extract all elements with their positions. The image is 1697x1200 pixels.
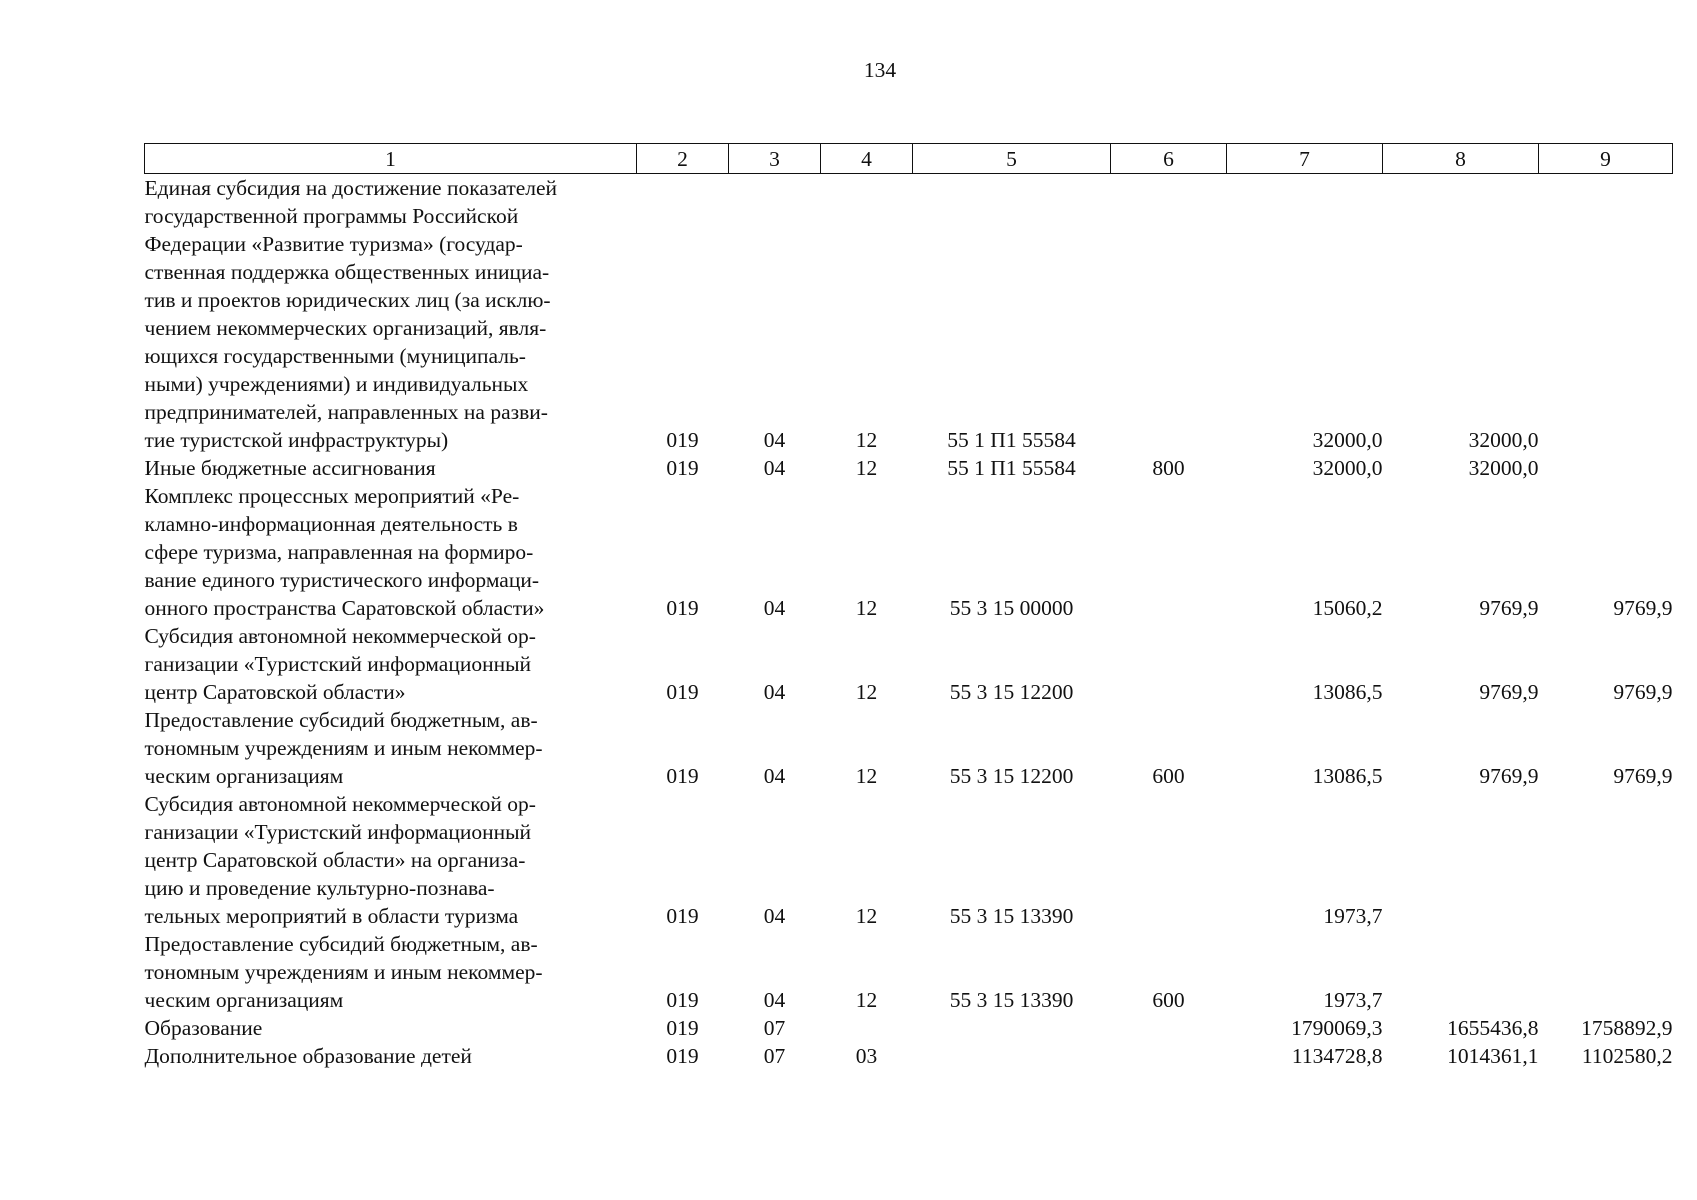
admin-code-cell: 019 — [666, 428, 699, 452]
section-code-cell: 04 — [763, 764, 786, 788]
section-code-cell: 04 — [763, 680, 786, 704]
row-name-cell — [145, 482, 637, 622]
table-row — [145, 706, 1673, 790]
admin-code-cell: 019 — [666, 680, 699, 704]
amount-col-7-cell: 1134728,8 — [1291, 1044, 1383, 1068]
row-name-line: Образование — [144, 1016, 263, 1040]
amount-col-8-cell: 9769,9 — [1479, 764, 1539, 788]
row-name-line: ческим организациям — [144, 988, 344, 1012]
col-header-5: 5 — [913, 144, 1111, 174]
row-name-line: Субсидия автономной некоммерческой ор- — [144, 624, 536, 648]
row-name-cell — [145, 1014, 637, 1042]
row-name-line: Иные бюджетные ассигнования — [144, 456, 436, 480]
row-name-line: ными) учреждениями) и индивидуальных — [144, 372, 529, 396]
header-row — [145, 144, 1673, 174]
amount-col-8-cell: 32000,0 — [1468, 428, 1539, 452]
row-name-cell — [145, 174, 637, 455]
amount-col-9-cell: 9769,9 — [1613, 680, 1673, 704]
expense-type-cell: 800 — [1152, 456, 1185, 480]
admin-code-cell: 019 — [666, 904, 699, 928]
row-name-line: предпринимателей, направленных на разви- — [144, 400, 548, 424]
amount-col-8-cell — [1383, 930, 1539, 1014]
amount-col-8-cell: 1655436,8 — [1447, 1016, 1539, 1040]
col-header-1: 1 — [145, 144, 637, 174]
target-article-cell: 55 1 П1 55584 — [947, 456, 1076, 480]
amount-col-9-cell: 9769,9 — [1613, 764, 1673, 788]
expense-type-cell — [1111, 1042, 1227, 1070]
subsection-code-cell: 12 — [855, 456, 878, 480]
subsection-code-cell: 12 — [855, 904, 878, 928]
row-name-line: ющихся государственными (муниципаль- — [144, 344, 526, 368]
row-name-line: Единая субсидия на достижение показателей — [144, 176, 558, 200]
row-name-line: государственной программы Российской — [144, 204, 519, 228]
row-name-line: вание единого туристического информаци- — [144, 568, 540, 592]
row-name-line: сфере туризма, направленная на формиро- — [144, 540, 534, 564]
section-code-cell: 07 — [763, 1044, 786, 1068]
admin-code-cell: 019 — [666, 596, 699, 620]
target-article-cell: 55 1 П1 55584 — [947, 428, 1076, 452]
row-name-cell — [145, 790, 637, 930]
target-article-cell: 55 3 15 12200 — [949, 764, 1074, 788]
col-header-9: 9 — [1539, 144, 1673, 174]
row-name-line: Федерации «Развитие туризма» (государ- — [144, 232, 523, 256]
expense-type-cell — [1111, 174, 1227, 455]
subsection-code-cell — [821, 1014, 913, 1042]
row-name-line: Дополнительное образование детей — [144, 1044, 472, 1068]
admin-code-cell: 019 — [666, 764, 699, 788]
table-row — [145, 1042, 1673, 1070]
row-name-line: цию и проведение культурно-познава- — [144, 876, 495, 900]
row-name-cell — [145, 1042, 637, 1070]
admin-code-cell: 019 — [666, 456, 699, 480]
amount-col-9-cell — [1539, 930, 1673, 1014]
subsection-code-cell: 12 — [855, 596, 878, 620]
amount-col-9-cell — [1539, 790, 1673, 930]
section-code-cell: 04 — [763, 904, 786, 928]
amount-col-8-cell: 9769,9 — [1479, 596, 1539, 620]
amount-col-7-cell: 13086,5 — [1312, 764, 1383, 788]
row-name-line: центр Саратовской области» на организа- — [144, 848, 526, 872]
subsection-code-cell: 12 — [855, 764, 878, 788]
amount-col-7-cell: 1790069,3 — [1291, 1016, 1383, 1040]
row-name-line: Предоставление субсидий бюджетным, ав- — [144, 932, 538, 956]
table-row — [145, 454, 1673, 482]
row-name-line: тельных мероприятий в области туризма — [144, 904, 519, 928]
table-row — [145, 482, 1673, 622]
admin-code-cell: 019 — [666, 988, 699, 1012]
row-name-cell — [145, 454, 637, 482]
expense-type-cell — [1111, 790, 1227, 930]
table-row — [145, 1014, 1673, 1042]
row-name-line: Предоставление субсидий бюджетным, ав- — [144, 708, 538, 732]
table-body — [145, 174, 1673, 1071]
amount-col-8-cell — [1383, 790, 1539, 930]
target-article-cell: 55 3 15 12200 — [949, 680, 1074, 704]
row-name-line: тономным учреждениям и иным некоммер- — [144, 960, 543, 984]
col-header-3: 3 — [729, 144, 821, 174]
row-name-line: онного пространства Саратовской области» — [144, 596, 545, 620]
expense-type-cell — [1111, 482, 1227, 622]
col-header-7: 7 — [1227, 144, 1383, 174]
row-name-line: кламно-информационная деятельность в — [144, 512, 518, 536]
amount-col-7-cell: 13086,5 — [1312, 680, 1383, 704]
row-name-cell — [145, 622, 637, 706]
row-name-line: центр Саратовской области» — [144, 680, 406, 704]
amount-col-7-cell: 1973,7 — [1323, 904, 1383, 928]
amount-col-7-cell: 32000,0 — [1312, 456, 1383, 480]
amount-col-9-cell — [1539, 174, 1673, 455]
row-name-line: ческим организациям — [144, 764, 344, 788]
amount-col-7-cell: 32000,0 — [1312, 428, 1383, 452]
table-row — [145, 174, 1673, 455]
amount-col-9-cell — [1539, 454, 1673, 482]
amount-col-7-cell: 1973,7 — [1323, 988, 1383, 1012]
col-header-2: 2 — [637, 144, 729, 174]
row-name-line: чением некоммерческих организаций, явля- — [144, 316, 547, 340]
subsection-code-cell: 12 — [855, 680, 878, 704]
amount-col-8-cell: 9769,9 — [1479, 680, 1539, 704]
col-header-4: 4 — [821, 144, 913, 174]
row-name-line: Субсидия автономной некоммерческой ор- — [144, 792, 536, 816]
section-code-cell: 04 — [763, 596, 786, 620]
subsection-code-cell: 03 — [855, 1044, 878, 1068]
table-row — [145, 790, 1673, 930]
amount-col-9-cell: 9769,9 — [1613, 596, 1673, 620]
page-number: 134 — [863, 58, 897, 82]
expense-type-cell — [1111, 1014, 1227, 1042]
section-code-cell: 04 — [763, 428, 786, 452]
target-article-cell — [913, 1014, 1111, 1042]
admin-code-cell: 019 — [666, 1044, 699, 1068]
row-name-line: ганизации «Туристский информационный — [144, 820, 532, 844]
section-code-cell: 04 — [763, 988, 786, 1012]
amount-col-9-cell: 1102580,2 — [1581, 1044, 1673, 1068]
budget-table — [144, 143, 1673, 1070]
row-name-line: ганизации «Туристский информационный — [144, 652, 532, 676]
amount-col-9-cell: 1758892,9 — [1581, 1016, 1673, 1040]
amount-col-8-cell: 1014361,1 — [1447, 1044, 1539, 1068]
row-name-line: тономным учреждениям и иным некоммер- — [144, 736, 543, 760]
row-name-line: Комплекс процессных мероприятий «Ре- — [144, 484, 520, 508]
amount-col-8-cell: 32000,0 — [1468, 456, 1539, 480]
expense-type-cell: 600 — [1152, 988, 1185, 1012]
col-header-6: 6 — [1111, 144, 1227, 174]
expense-type-cell: 600 — [1152, 764, 1185, 788]
table-row — [145, 622, 1673, 706]
row-name-cell — [145, 706, 637, 790]
admin-code-cell: 019 — [666, 1016, 699, 1040]
subsection-code-cell: 12 — [855, 988, 878, 1012]
section-code-cell: 04 — [763, 456, 786, 480]
target-article-cell: 55 3 15 00000 — [949, 596, 1074, 620]
target-article-cell — [913, 1042, 1111, 1070]
target-article-cell: 55 3 15 13390 — [949, 904, 1074, 928]
expense-type-cell — [1111, 622, 1227, 706]
subsection-code-cell: 12 — [855, 428, 878, 452]
row-name-line: ственная поддержка общественных инициа- — [144, 260, 550, 284]
row-name-line: тие туристской инфраструктуры) — [144, 428, 449, 452]
table-row — [145, 930, 1673, 1014]
row-name-cell — [145, 930, 637, 1014]
amount-col-7-cell: 15060,2 — [1312, 596, 1383, 620]
section-code-cell: 07 — [763, 1016, 786, 1040]
col-header-8: 8 — [1383, 144, 1539, 174]
row-name-line: тив и проектов юридических лиц (за исклю- — [144, 288, 551, 312]
target-article-cell: 55 3 15 13390 — [949, 988, 1074, 1012]
